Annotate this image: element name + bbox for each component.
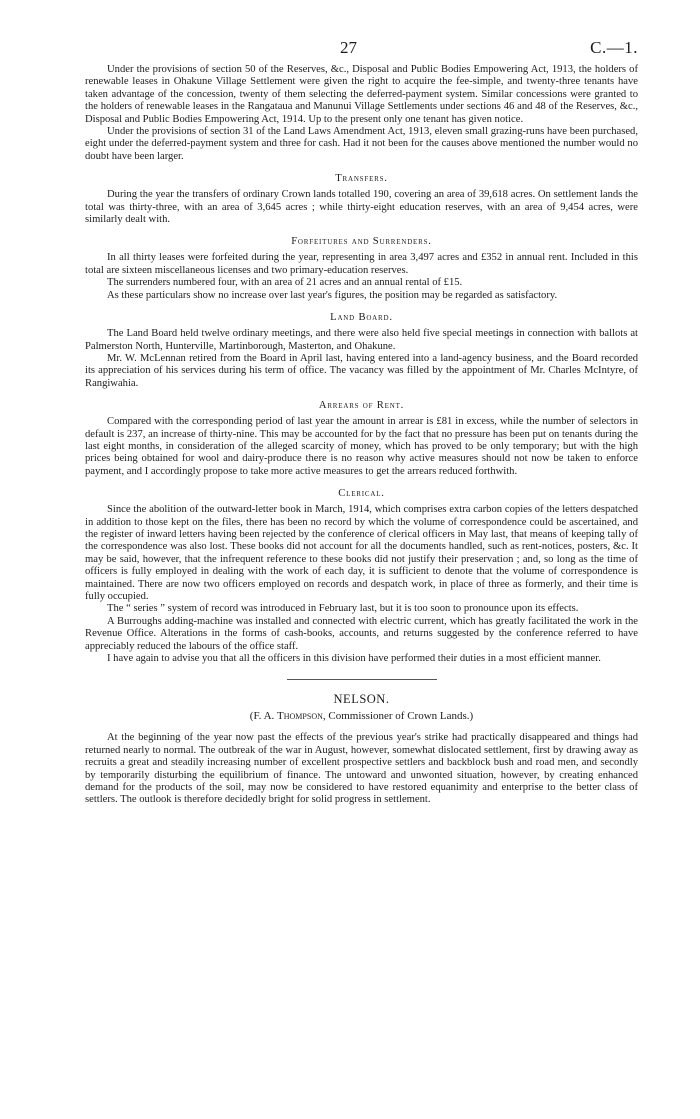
paragraph: Since the abolition of the outward-letter book in March, 1914, which comprises extra carbon copies of the letters despatched in addition to those kept on the files, there has been no record by which the volume of correspondence could be ascertained, and the register of inward letters having been rejected by the conference of clerical officers in May last, that means of keeping tally of the correspondence was also lost. These books did not account for all the documents handled, such as rent-notices, posters, &c. It may be said, however, that the infrequent reference to these books did not justify their preservation ; and, so long as the time of officers is fully employed in dealing with the work of each day, it is sufficient to denote that the volume of correspondence is maintained. There are now two officers employed on records and despatch work, in place of three as formerly, and their time is fully occupied. (85, 504, 638, 602)
page-number: 27 (340, 38, 357, 57)
paragraph: The surrenders numbered four, with an area of 21 acres and an annual rental of £15. (107, 277, 463, 289)
section-heading: Arrears of Rent. (318, 400, 405, 412)
section-nelson (85, 692, 638, 806)
paragraph: As these particulars show no increase over last year's figures, the position may be regarded as satisfactory. (107, 289, 558, 301)
paragraph: Compared with the corresponding period of last year the amount in arrear is £81 in excess, while the number of selectors in default is 237, an increase of thirty-nine. This may be accounted for by the fact that no pressure has been put on tenants during the last eight months, in consideration of the alleged scarcity of money, which has proved to be only temporary; but with the high prices being obtained for wool and dairy-produce there is no reason why active measures should not now be taken to enforce payment, and I accordingly propose to take more active measures to get the arrears reduced forthwith. (85, 416, 638, 477)
section-heading: Forfeitures and Surrenders. (291, 236, 432, 248)
paragraph: In all thirty leases were forfeited during the year, representing in area 3,497 acres and £352 in annual rent. Included in this total are sixteen miscellaneous licenses and two primary-education reserves. (85, 252, 638, 276)
paragraph: Mr. W. McLennan retired from the Board in April last, having entered into a land-agency business, and the Board recorded its appreciation of his services during his term of office. The vacancy was filled by the appointment of Mr. Charles McIntyre, of Rangiwahia. (85, 352, 638, 389)
district-title: NELSON. (333, 692, 390, 707)
section-arrears (85, 400, 638, 478)
paragraph: The “ series ” system of record was introduced in February last, but it is too soon to pronounce upon its effects. (107, 603, 579, 615)
commissioner-name: Thompson (277, 710, 323, 723)
paragraph: At the beginning of the year now past the effects of the previous year's strike had practically disappeared and things had returned nearly to normal. The outbreak of the war in August, however, somewhat dislocated settlement, first by drawing away as recruits a great and steadily increasing number of excellent prospective settlers and backblock bush and road men, and secondly by temporarily disturbing the equilibrium of finance. The untoward and unwonted situation, however, by creating enhanced demand for the products of the soil, may now be considered to have restored equanimity and enterprise to the better class of settlers. The outlook is therefore decidedly bright for solid progress in settlement. (85, 732, 638, 806)
paragraph: During the year the transfers of ordinary Crown lands totalled 190, covering an area of 39,618 acres. On settlement lands the total was thirty-three, with an area of 3,645 acres ; while thirty-eight education reserves, with an area of 9,454 acres, were similarly dealt with. (85, 189, 638, 226)
paragraph: The Land Board held twelve ordinary meetings, and there were also held five special meetings in connection with ballots at Palmerston North, Hunterville, Martinborough, Masterton, and Ohakune. (85, 328, 638, 352)
paragraph: I have again to advise you that all the officers in this division have performed their duties in a most efficient manner. (107, 653, 601, 665)
document-reference: C.—1. (590, 38, 638, 57)
commissioner-line (85, 710, 638, 722)
section-transfers (85, 173, 638, 226)
section-forfeitures (85, 236, 638, 302)
paragraph: Under the provisions of section 50 of the Reserves, &c., Disposal and Public Bodies Empowering Act, 1913, the holders of renewable leases in Ohakune Village Settlement were given the right to acquire the fee-simple, and twenty-three tenants have taken advantage of the concession, twenty of them selecting the deferred-payment system. Similar concessions were granted to the holders of renewable leases in the Rangataua and Manunui Village Settlements under sections 46 and 48 of the Reserves, &c., Disposal and Public Bodies Empowering Act, 1914. Up to the present only one tenant has given notice. (85, 64, 638, 125)
paragraph: A Burroughs adding-machine was installed and connected with electric current, which has greatly facilitated the work in the Revenue Office. Alterations in the forms of cash-books, accounts, and returns suggested by the conference referred to have appreciably reduced the labours of the office staff. (85, 615, 638, 652)
commissioner-line-open: (F. A. (249, 710, 278, 723)
section-heading: Clerical. (338, 488, 385, 500)
section-heading: Transfers. (335, 173, 388, 185)
commissioner-line-close: , Commissioner of Crown Lands.) (322, 710, 474, 723)
section-land-board (85, 312, 638, 390)
paragraph: Under the provisions of section 31 of the Land Laws Amendment Act, 1913, eleven small grazing-runs have been purchased, eight under the deferred-payment system and three for cash. Had it not been for the causes above mentioned the number would no doubt have been larger. (85, 126, 638, 162)
section-heading: Land Board. (330, 312, 393, 324)
section-clerical (85, 488, 638, 665)
page-header (85, 38, 638, 64)
section-intro (85, 64, 638, 163)
section-divider (287, 679, 437, 680)
